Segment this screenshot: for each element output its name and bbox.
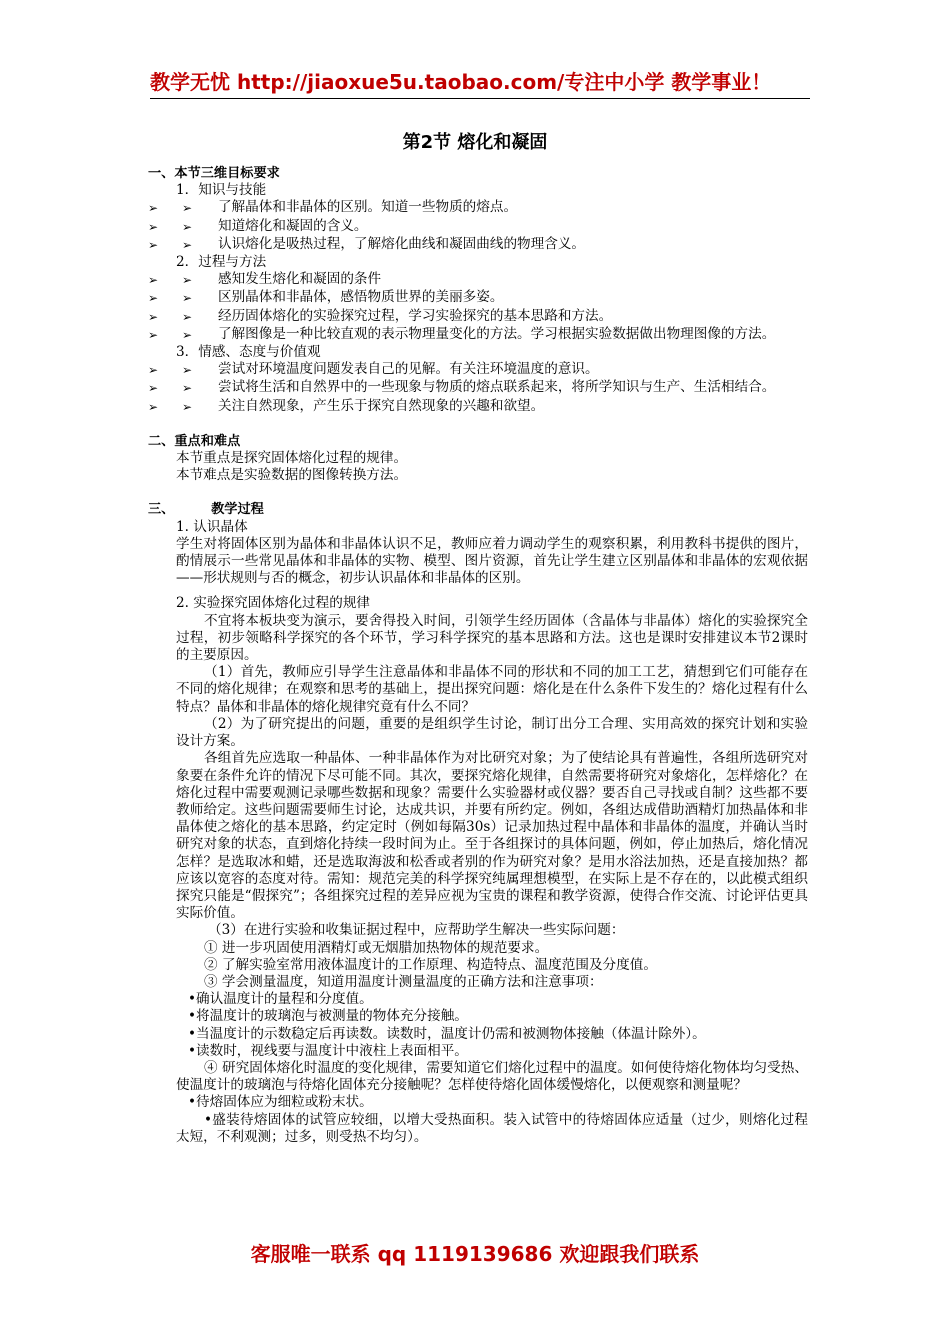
bullet-icon: ➢ xyxy=(148,273,159,288)
dot-item: •盛装待熔固体的试管应较细，以增大受热面积。装入试管中的待熔固体应适量（过少，则熔化过程太短，不利观测；过多，则受热不均匀）。 xyxy=(176,1111,808,1145)
paragraph: （2）为了研究提出的问题，重要的是组织学生讨论，制订出分工合理、实用高效的探究计划和实验设计方案。 xyxy=(176,715,808,750)
list-item-text: 尝试对环境温度问题发表自己的见解。有关注环境温度的意识。 xyxy=(218,361,599,378)
paragraph: 不宜将本板块变为演示，要舍得投入时间，引领学生经历固体（含晶体与非晶体）熔化的实验探究全过程，初步领略科学探究的各个环节，学习科学探究的基本思路和方法。这也是课时安排建议本节2课时的主要原因。 xyxy=(176,612,808,664)
dot-item: •待熔固体应为细粒或粉末状。 xyxy=(188,1094,373,1111)
bullet-icon: ➢ xyxy=(182,237,193,252)
bullet-icon: ➢ xyxy=(182,219,193,234)
bullet-icon: ➢ xyxy=(148,381,159,396)
bullet-icon: ➢ xyxy=(148,309,159,324)
list-item-text: 经历固体熔化的实验探究过程，学习实验探究的基本思路和方法。 xyxy=(218,307,613,324)
document-body xyxy=(148,165,808,1146)
subheading-attitude: 3．情感、态度与价值观 xyxy=(176,344,321,361)
numbered-item: ③ 学会测量温度，知道用温度计测量温度的正确方法和注意事项： xyxy=(204,973,603,990)
footer-contact: 客服唯一联系 qq 1119139686 欢迎跟我们联系 xyxy=(250,1242,700,1266)
list-item xyxy=(148,361,808,379)
section-heading-process: 三、 教学过程 xyxy=(148,502,264,518)
header-banner: 教学无忧 http://jiaoxue5u.taobao.com/专注中小学 教学事业！ xyxy=(150,70,772,94)
dot-item: •将温度计的玻璃泡与被测量的物体充分接触。 xyxy=(188,1008,468,1025)
list-item xyxy=(148,379,808,397)
subheading-experiment: 2. 实验探究固体熔化过程的规律 xyxy=(176,595,371,612)
list-item xyxy=(148,289,808,307)
list-item xyxy=(148,326,808,344)
subheading-crystal: 1. 认识晶体 xyxy=(176,518,248,535)
bullet-icon: ➢ xyxy=(148,201,159,216)
difficulty-line: 本节难点是实验数据的图像转换方法。 xyxy=(176,467,408,484)
list-item xyxy=(148,271,808,289)
list-item xyxy=(148,199,808,217)
list-item xyxy=(148,236,808,254)
list-item-text: 尝试将生活和自然界中的一些现象与物质的熔点联系起来，将所学知识与生产、生活相结合。 xyxy=(218,379,776,396)
list-item xyxy=(148,398,808,416)
bullet-icon: ➢ xyxy=(182,381,193,396)
page-title: 第2节 熔化和凝固 xyxy=(402,132,548,153)
bullet-icon: ➢ xyxy=(182,201,193,216)
dot-item: •当温度计的示数稳定后再读数。读数时，温度计仍需和被测物体接触（体温计除外）。 xyxy=(188,1025,706,1042)
numbered-item: ① 进一步巩固使用酒精灯或无烟腊加热物体的规范要求。 xyxy=(204,939,549,956)
numbered-item: ④ 研究固体熔化时温度的变化规律，需要知道它们熔化过程中的温度。如何使待熔化物体均匀受热、使温度计的玻璃泡与待熔化固体充分接触呢？怎样使待熔化固体缓慢熔化，以便观察和测量呢？ xyxy=(176,1059,808,1094)
bullet-icon: ➢ xyxy=(182,399,193,414)
subheading-knowledge: 1．知识与技能 xyxy=(176,182,267,199)
list-item-text: 区别晶体和非晶体，感悟物质世界的美丽多姿。 xyxy=(218,289,504,306)
section-heading-goals: 一、本节三维目标要求 xyxy=(148,166,280,181)
bullet-icon: ➢ xyxy=(148,291,159,306)
list-item-text: 了解晶体和非晶体的区别。知道一些物质的熔点。 xyxy=(218,199,518,216)
subheading-process: 2．过程与方法 xyxy=(176,254,267,271)
list-item-text: 关注自然现象，产生乐于探究自然现象的兴趣和欲望。 xyxy=(218,397,545,414)
bullet-icon: ➢ xyxy=(148,219,159,234)
list-item-text: 认识熔化是吸热过程，了解熔化曲线和凝固曲线的物理含义。 xyxy=(218,235,586,252)
paragraph: （1）首先，教师应引导学生注意晶体和非晶体不同的形状和不同的加工工艺，猜想到它们可能存在不同的熔化规律；在观察和思考的基础上，提出探究问题：熔化是在什么条件下发生的？熔化过程有什么特点？晶体和非晶体的熔化规律究竟有什么不同？ xyxy=(176,664,808,715)
list-item-text: 了解图像是一种比较直观的表示物理量变化的方法。学习根据实验数据做出物理图像的方法。 xyxy=(218,325,776,342)
header-divider xyxy=(150,98,810,99)
paragraph: （3）在进行实验和收集证据过程中，应帮助学生解决一些实际问题： xyxy=(208,922,625,939)
bullet-icon: ➢ xyxy=(148,327,159,342)
bullet-icon: ➢ xyxy=(148,399,159,414)
bullet-icon: ➢ xyxy=(182,273,193,288)
numbered-item: ② 了解实验室常用液体温度计的工作原理、构造特点、温度范围及分度值。 xyxy=(204,956,657,973)
bullet-icon: ➢ xyxy=(182,291,193,306)
bullet-icon: ➢ xyxy=(182,363,193,378)
dot-item: •确认温度计的量程和分度值。 xyxy=(188,991,373,1008)
bullet-icon: ➢ xyxy=(148,363,159,378)
bullet-icon: ➢ xyxy=(182,309,193,324)
list-item xyxy=(148,308,808,326)
paragraph: 各组首先应选取一种晶体、一种非晶体作为对比研究对象；为了使结论具有普遍性，各组所选研究对象要在条件允许的情况下尽可能不同。其次，要探究熔化规律，自然需要将研究对象熔化，怎样熔化？在熔化过程中需要观测记录哪些数据和现象？需要什么实验器材或仪器？要否自己寻找或自制？这些都不要教师给定。这些问题需要师生讨论，达成共识，并要有所约定。例如，各组达成借助酒精灯加热晶体和非晶体使之熔化的基本思路，约定定时（例如每隔30s）记录加热过程中晶体和非晶体的温度，并确认当时研究对象的状态，直到熔化持续一段时间为止。至于各组探讨的具体问题，例如，停止加热后，熔化情况怎样？是选取冰和蜡，还是选取海波和松香或者别的作为研究对象？是用水浴法加热，还是直接加热？都应该以宽容的态度对待。需知：规范完美的科学探究纯属理想模型，在实际上是不存在的，以此模式组织探究只能是“假探究”；各组探究过程的差异应视为宝贵的课程和教学资源，使得合作交流、讨论评估更具实际价值。 xyxy=(176,750,808,922)
bullet-icon: ➢ xyxy=(182,327,193,342)
dot-item: •读数时，视线要与温度计中液柱上表面相平。 xyxy=(188,1042,468,1059)
list-item-text: 感知发生熔化和凝固的条件 xyxy=(218,271,382,288)
section-heading-keypoints: 二、重点和难点 xyxy=(148,433,241,449)
keypoint-line: 本节重点是探究固体熔化过程的规律。 xyxy=(176,450,408,467)
list-item xyxy=(148,218,808,236)
paragraph: 学生对将固体区别为晶体和非晶体认识不足，教师应着力调动学生的观察积累，利用教科书提供的图片，酌情展示一些常见晶体和非晶体的实物、模型、图片资源，首先让学生建立区别晶体和非晶体的宏观依据——形状规则与否的概念，初步认识晶体和非晶体的区别。 xyxy=(176,535,808,587)
bullet-icon: ➢ xyxy=(148,237,159,252)
list-item-text: 知道熔化和凝固的含义。 xyxy=(218,217,368,234)
